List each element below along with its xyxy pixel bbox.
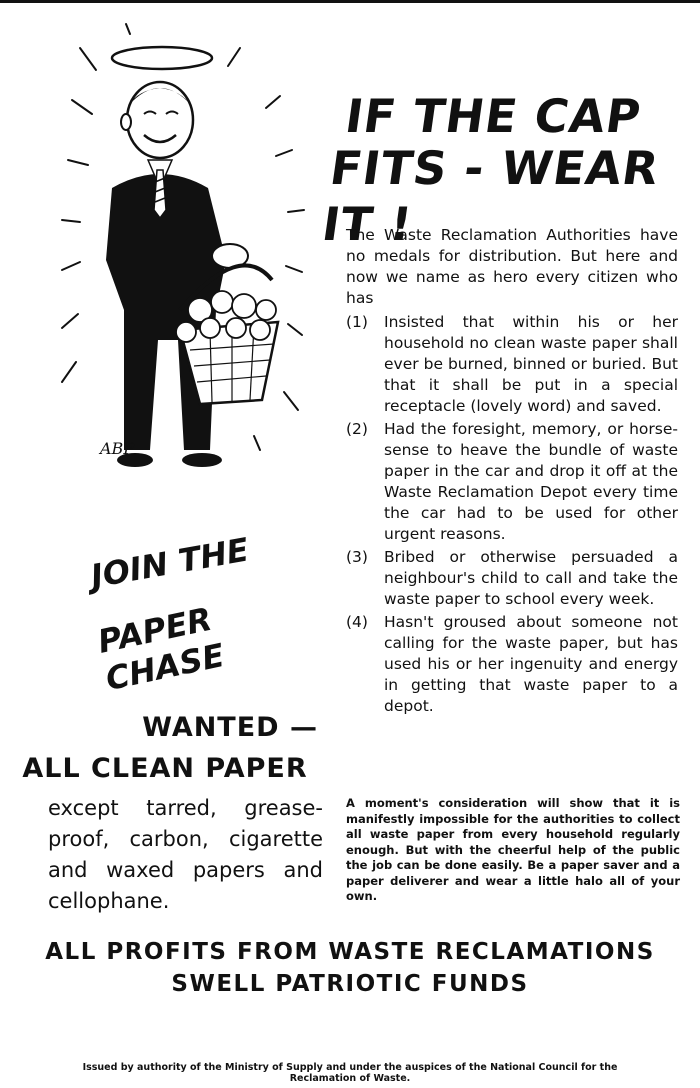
headline-line-2: FITS - WEAR IT !: [318, 141, 663, 251]
slogan-line-1: JOIN THE: [87, 530, 252, 596]
headline-line-1: IF THE CAP: [342, 89, 645, 143]
intro-paragraph: The Waste Reclamation Authorities have no medals for distribution. But here and now we name as hero every citizen who has: [346, 226, 678, 307]
wanted-heading: [0, 712, 330, 784]
closing-paragraph: A moment's consideration will show that it is manifestly impossible for the authorities to collect all waste paper from every household regularly enough. But with the cheerful help of the public the job can be done easily. Be a paper saver and a paper deliverer and wear a little halo all of your own.: [346, 796, 680, 903]
profits-line-1: ALL PROFITS FROM WASTE RECLAMATIONS: [45, 939, 655, 965]
list-item: [346, 312, 678, 417]
item-text: Bribed or otherwise persuaded a neighbour's child to call and take the waste paper to school every week.: [384, 548, 678, 608]
item-number: (4): [346, 613, 368, 631]
slogan-line-2: PAPER CHASE: [94, 599, 228, 699]
profits-line-2: SWELL PATRIOTIC FUNDS: [171, 971, 529, 997]
list-item: [346, 547, 678, 610]
item-text: Had the foresight, memory, or horse-sense to heave the bundle of waste paper in the car and drop it off at the Waste Reclamation Depot every time the car had to be used for other urgent reasons.: [384, 420, 678, 543]
halo-icon: [112, 47, 212, 69]
item-number: (2): [346, 420, 368, 438]
item-number: (1): [346, 313, 368, 331]
item-text: Hasn't groused about someone not calling for the waste paper, but has used his or her ingenuity and energy in getting that waste paper to a depot.: [384, 613, 678, 715]
item-text: Insisted that within his or her household no clean waste paper shall ever be burned, binned or buried. But that it shall be put in a special receptacle (lovely word) and saved.: [384, 313, 678, 415]
list-item: [346, 419, 678, 545]
wanted-line-1: WANTED —: [142, 712, 318, 743]
footer-line-2: Reclamation of Waste.: [289, 1073, 411, 1084]
footer-line-1: Issued by authority of the Ministry of Supply and under the auspices of the National Council for the: [82, 1062, 618, 1073]
hero-criteria-list: [346, 312, 678, 719]
exceptions-paragraph: except tarred, grease-proof, carbon, cigarette and waxed papers and cellophane.: [48, 796, 323, 913]
join-slogan: [80, 528, 320, 699]
wanted-line-2: ALL CLEAN PAPER: [22, 753, 308, 784]
footer-credit: [0, 1062, 700, 1084]
top-rule: [0, 0, 700, 3]
hero-illustration: [40, 10, 340, 490]
profits-banner: [0, 936, 700, 1000]
list-item: [346, 612, 678, 717]
item-number: (3): [346, 548, 368, 566]
artist-signature: ABP: [100, 439, 135, 458]
